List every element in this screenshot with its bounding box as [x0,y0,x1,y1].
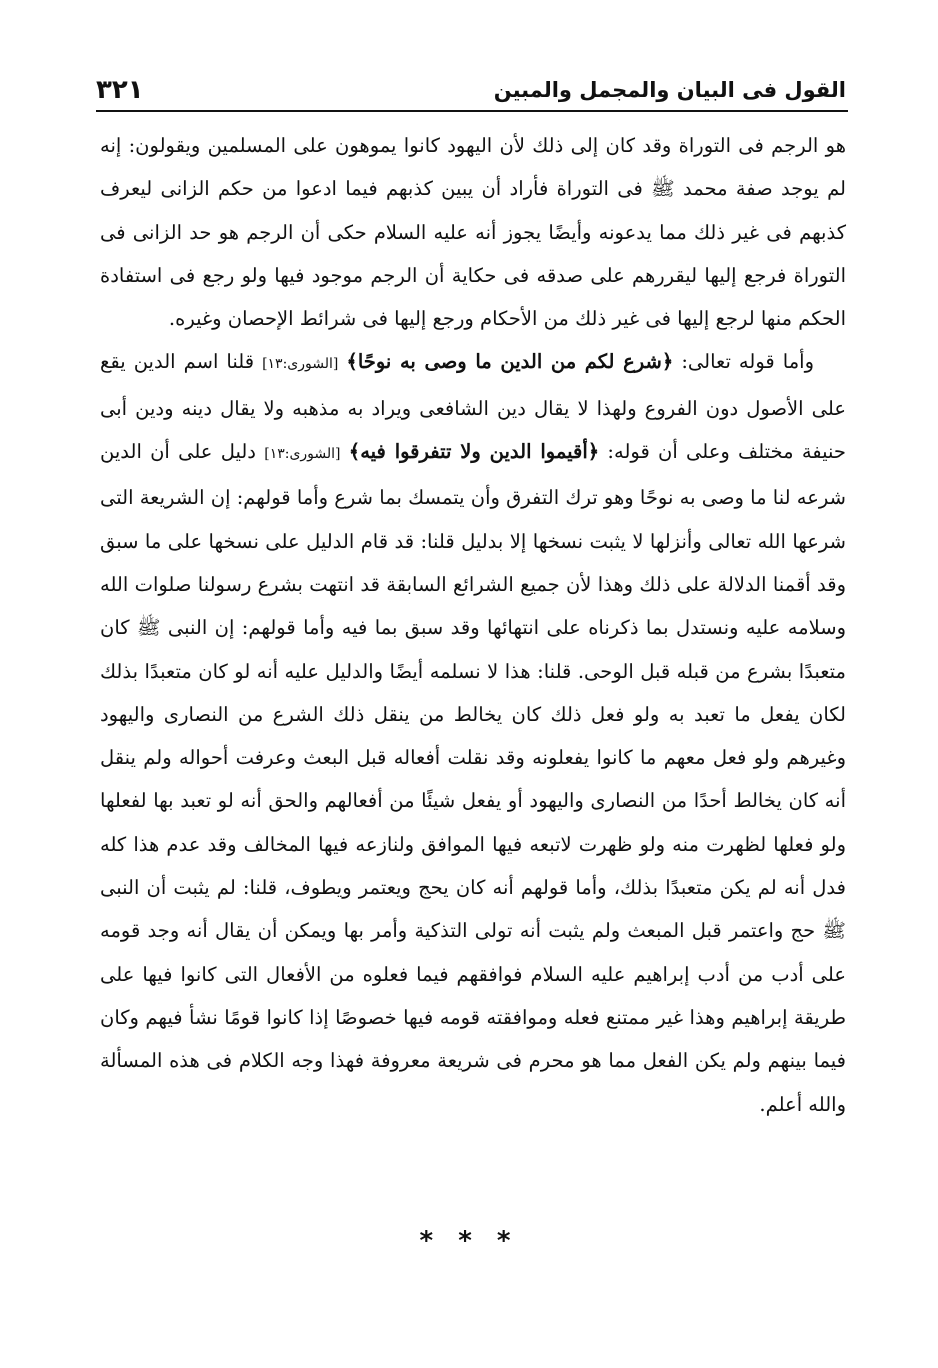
quran-verse-1: ﴿شرع لكم من الدين ما وصى به نوحًا﴾ [346,350,674,374]
paragraph-2-intro: وأما قوله تعالى: [681,350,814,374]
section-separator: * * * [419,1226,519,1256]
quran-verse-2: ﴿أقيموا الدين ولا تتفرقوا فيه﴾ [348,440,600,464]
paragraph-2-rest: دليل على أن الدين شرعه لنا ما وصى به نوحًا وهو ترك التفرق وأن يتمسك بما شرع وأما قولهم: إن الشريعة التى شرعها الله تعالى وأنزلها لا يثبت نسخها إلا بدليل قلنا: قد قام الدليل على نسخها على ما سبق وقد أقمنا الدلالة على ذلك وهذا لأن جميع الشرائع السابقة قد انتهت بشرع رسولنا صلوات الله وسلامه عليه ونستدل بما ذكرناه على انتهائها وقد سبق بما فيه وأما قولهم: إن النبى ﷺ كان متعبدًا بشرع من قبله قبل الوحى. قلنا: هذا لا نسلمه أيضًا والدليل عليه أنه لو كان متعبدًا بذلك لكان يفعل ما تعبد به ولو فعل ذلك كان يخالط من ينقل ذلك الشرع من النصارى واليهود وغيرهم ولو فعل معهم ما كانوا يفعلونه وقد نقلت أفعاله قبل البعث وعرفت أحواله ولم ينقل أنه كان يخالط أحدًا من النصارى واليهود أو يفعل شيئًا من أفعالهم والحق أنه لو تعبد بها لفعلها ولو فعلها لظهرت منه ولو ظهرت لاتبعه فيها الموافق ولنازعه فيها المخالف وقد عدم هذا كله فدل أنه لم يكن متعبدًا بذلك، وأما قولهم أنه كان يحج ويعتمر ويطوف، قلنا: لم يثبت أن النبى ﷺ حج واعتمر قبل المبعث ولم يثبت أنه تولى التذكية وأمر بها ويمكن أن يقال أنه وجد قومه على أدب من أدب إبراهيم عليه السلام فوافقهم فيما فعلوه من الأفعال التى كانوا فيها على طريقة إبراهيم وهذا غير ممتنع فعله وموافقته قومه فيها خصوصًا إذا كانوا قومًا نشأ فيهم وكان فيما بينهم ولم يكن الفعل مما هو محرم فى شريعة معروفة فهذا وجه الكلام فى هذه المسألة والله أعلم. [100,440,846,1116]
paragraph-2 [100,340,846,1125]
running-title: القول فى البيان والمجمل والمبين [493,78,846,102]
verse-reference-2: [الشورى:١٣] [264,446,341,463]
paragraph-2-middle: قلنا اسم الدين يقع على الأصول دون الفروع ولهذا لا يقال دين الشافعى ويراد به مذهبه ولا يقال دينه ودين أبى حنيفة مختلف وعلى أن قوله: [100,350,846,464]
verse-reference-1: [الشورى:١٣] [262,356,339,373]
body-text [100,124,846,1126]
paragraph-1: هو الرجم فى التوراة وقد كان إلى ذلك لأن اليهود كانوا يموهون على المسلمين ويقولون: إنه لم يوجد صفة محمد ﷺ فى التوراة فأراد أن يبين كذبهم فيما ادعوا من حكم الزانى ليعرف كذبهم فى غير ذلك مما يدعونه وأيضًا يجوز أنه عليه السلام حكى أن الرجم هو حد الزانى فى التوراة فرجع إليها ليقررهم على صدقه فى حكاية أن الرجم موجود فيها ولو رجع فى استفادة الحكم منها لرجع إليها فى غير ذلك من الأحكام ورجع إليها فى شرائط الإحصان وغيره. [100,134,846,331]
header-rule [96,110,848,112]
page-header [96,64,846,104]
page-number: ٣٢١ [96,75,144,105]
